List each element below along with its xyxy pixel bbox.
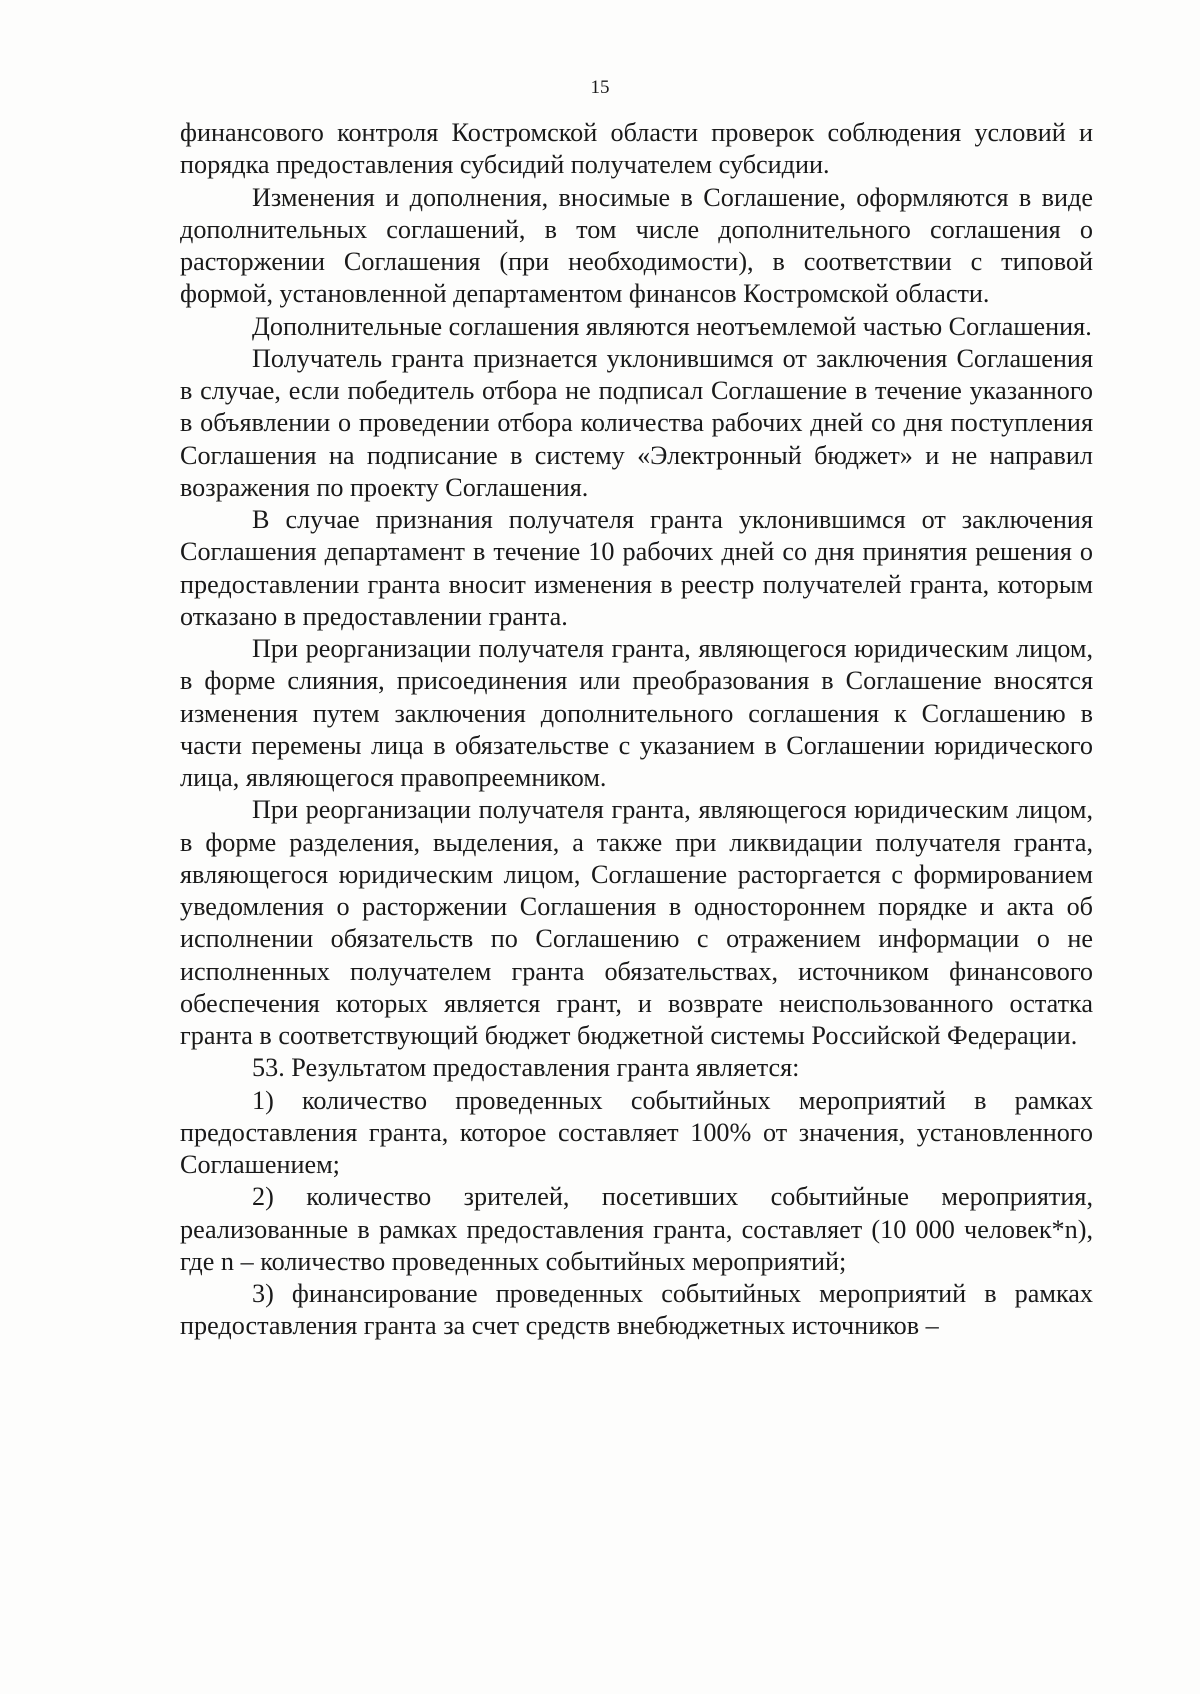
paragraph-continuation: финансового контроля Костромской области проверок соблюдения условий и порядка предоставления субсидий получателем субсидии.	[180, 118, 1093, 180]
list-item-2: 2) количество зрителей, посетивших событийные мероприятия, реализованные в рамках предоставления гранта, составляет (10 000 человек*n), где n – количество проведенных событийных мероприятий;	[180, 1182, 1093, 1276]
list-item-3: 3) финансирование проведенных событийных мероприятий в рамках предоставления гранта за счет средств внебюджетных источников –	[180, 1279, 1093, 1341]
paragraph-reorganization-merger: При реорганизации получателя гранта, являющегося юридическим лицом, в форме слияния, присоединения или преобразования в Соглашение вносятся изменения путем заключения дополнительного соглашения к Соглашению в части перемены лица в обязательстве с указанием в Соглашении юридического лица, являющегося правопреемником.	[180, 634, 1093, 792]
paragraph-reorganization-division: При реорганизации получателя гранта, являющегося юридическим лицом, в форме разделения, выделения, а также при ликвидации получателя гранта, являющегося юридическим лицом, Соглашение расторгается с формированием уведомления о расторжении Соглашения в одностороннем порядке и акта об исполнении обязательств по Соглашению с отражением информации о не исполненных получателем гранта обязательствах, источником финансового обеспечения которых является грант, и возврате неиспользованного остатка гранта в соответствующий бюджет бюджетной системы Российской Федерации.	[180, 795, 1093, 1050]
paragraph-registry-changes: В случае признания получателя гранта уклонившимся от заключения Соглашения департамент в течение 10 рабочих дней со дня принятия решения о предоставлении гранта вносит изменения в реестр получателей гранта, которым отказано в предоставлении гранта.	[180, 505, 1093, 631]
paragraph-section-53: 53. Результатом предоставления гранта является:	[252, 1053, 800, 1083]
page-number: 15	[590, 77, 610, 98]
paragraph-amendments: Изменения и дополнения, вносимые в Соглашение, оформляются в виде дополнительных соглашений, в том числе дополнительного соглашения о расторжении Соглашения (при необходимости), в соответствии с типовой формой, установленной департаментом финансов Костромской области.	[180, 182, 1093, 309]
document-body	[180, 117, 1093, 1343]
paragraph-additional-agreements: Дополнительные соглашения являются неотъемлемой частью Соглашения.	[252, 311, 1092, 341]
list-item-1: 1) количество проведенных событийных мероприятий в рамках предоставления гранта, которое составляет 100% от значения, установленного Соглашением;	[180, 1085, 1093, 1179]
paragraph-evasion: Получатель гранта признается уклонившимся от заключения Соглашения в случае, если победитель отбора не подписал Соглашение в течение указанного в объявлении о проведении отбора количества рабочих дней со дня поступления Соглашения на подписание в систему «Электронный бюджет» и не направил возражения по проекту Соглашения.	[180, 343, 1093, 502]
